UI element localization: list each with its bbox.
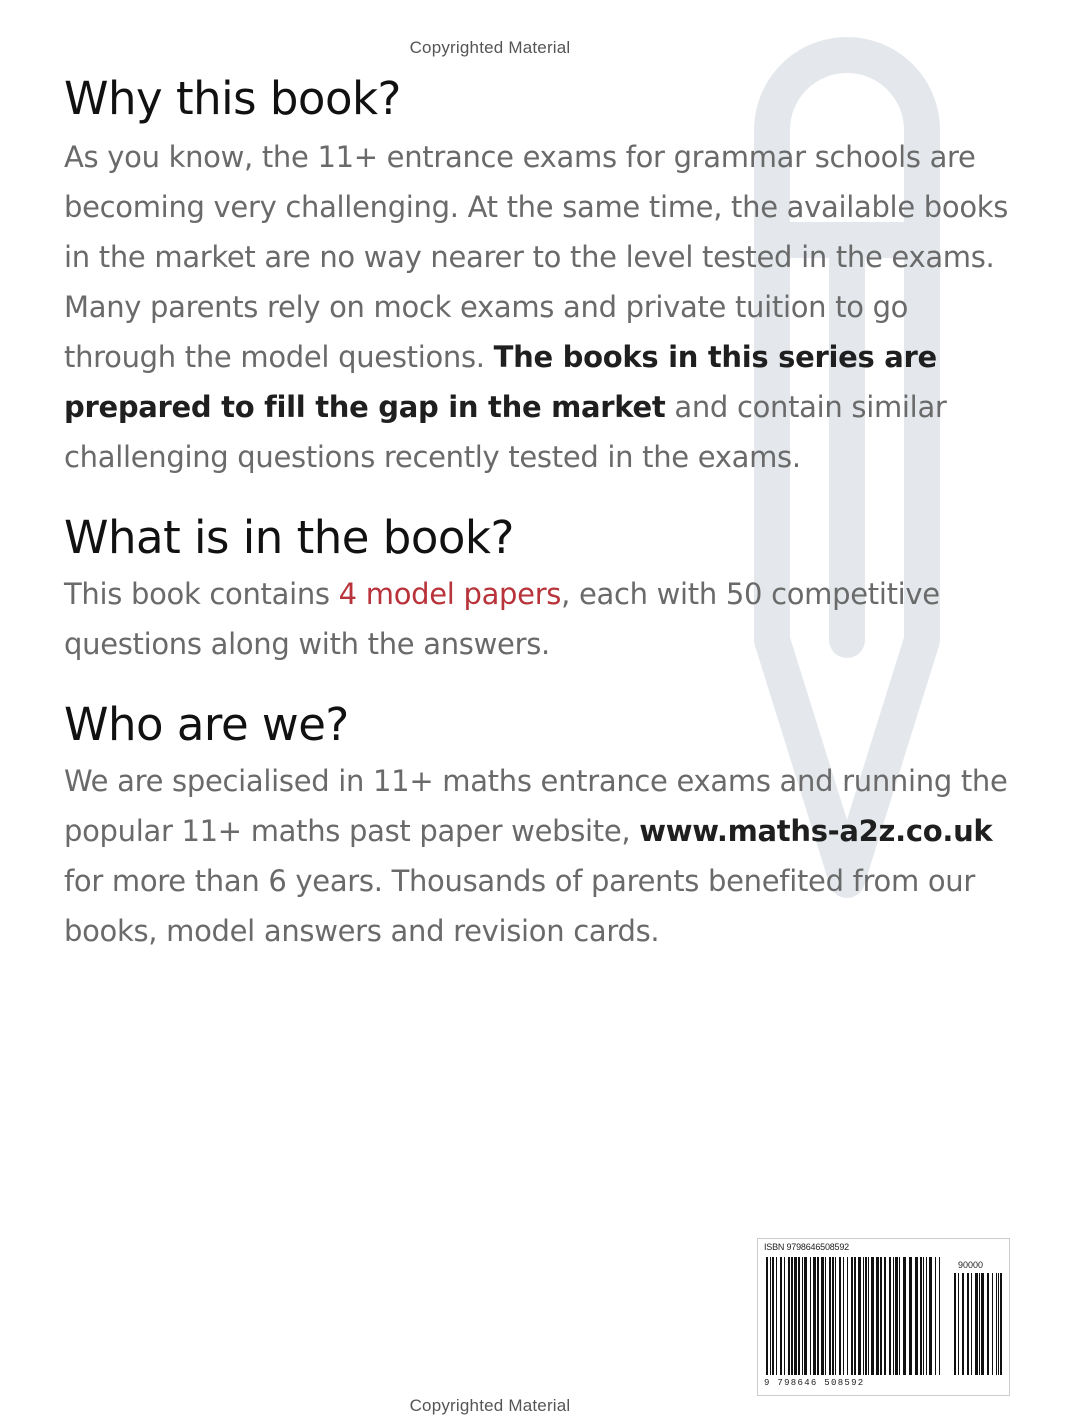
copyright-header: Copyrighted Material — [409, 38, 571, 57]
heading-who-are-we: Who are we? — [64, 698, 349, 751]
heading-why-this-book: Why this book? — [64, 72, 401, 125]
back-cover-content — [64, 68, 1024, 956]
website-link[interactable]: www.maths-a2z.co.uk — [639, 814, 993, 848]
barcode — [757, 1238, 1010, 1396]
highlight-model-papers: 4 model papers — [338, 577, 562, 611]
barcode-bars-icon — [758, 1239, 1011, 1397]
copyright-footer: Copyrighted Material — [409, 1396, 571, 1415]
paragraph-who: We are specialised in 11+ maths entrance exams and running the popular 11+ maths past paper website, www.maths-a2z.co.uk for more than 6 years. Thousands of parents benefited from our books, model answers and revision cards. — [64, 764, 1008, 948]
price-code: 90000 — [958, 1260, 984, 1270]
barcode-digits: 9 798646 508592 — [764, 1378, 865, 1388]
heading-what-is-in-the-book: What is in the book? — [64, 511, 514, 564]
bold-statement: The books in this series are prepared to fill the gap in the market — [64, 340, 937, 424]
isbn-label: ISBN 9798646508592 — [764, 1242, 849, 1252]
paragraph-why: As you know, the 11+ entrance exams for grammar schools are becoming very challenging. At the same time, the available books in the market are no way nearer to the level tested in the exams. Many parents rely on mock exams and private tuition to go through the model questions. The books in this series are prepared to fill the gap in the market and contain similar challenging questions recently tested in the exams. — [64, 140, 1009, 474]
paragraph-what: This book contains 4 model papers, each with 50 competitive questions along with the answers. — [64, 577, 940, 661]
